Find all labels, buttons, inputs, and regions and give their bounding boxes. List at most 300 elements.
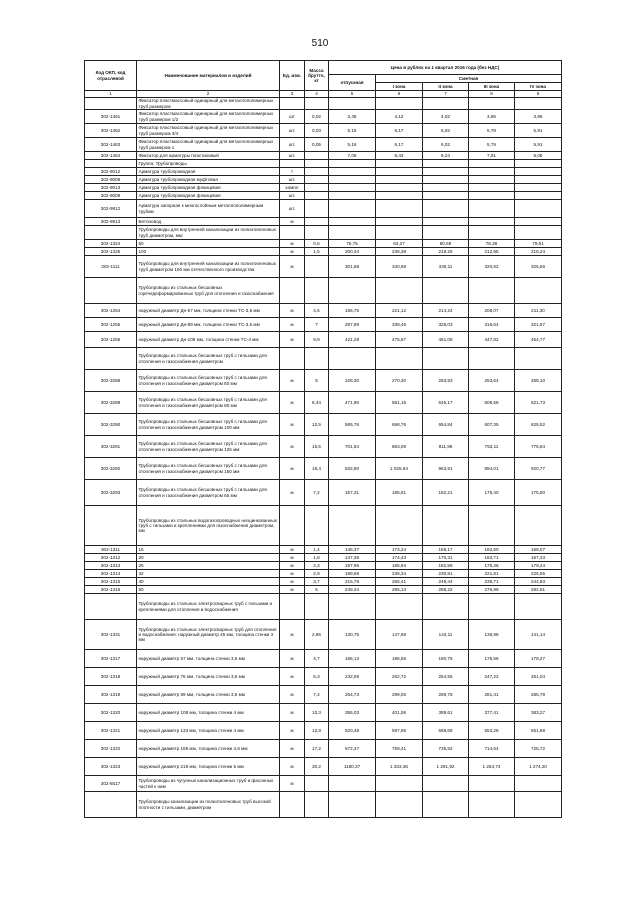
cell-price-zone-3: 607,35 (469, 414, 515, 436)
cell-price-otpusk: 355,03 (329, 704, 376, 722)
cell-price-zone-3: 78,38 (469, 240, 515, 248)
price-table (84, 60, 562, 818)
cell-price-zone-1 (376, 278, 423, 304)
cell-name: 15 (137, 546, 280, 554)
cell-unit: шт. (280, 152, 305, 160)
cell-mass (305, 168, 329, 176)
table-row (85, 160, 562, 168)
cell-unit: м (280, 332, 305, 348)
cell-mass: 9,9 (305, 332, 329, 348)
cell-unit (280, 792, 305, 818)
cell-price-zone-2 (423, 168, 469, 176)
table-row (85, 98, 562, 110)
cell-name: наружный диаметр Дн-108 мм, толщина стенки ТС-4 мм (137, 332, 280, 348)
cell-price-zone-4: 521,73 (515, 392, 562, 414)
cell-price-zone-2: 569,68 (423, 722, 469, 740)
cell-price-zone-4: 168,07 (515, 546, 562, 554)
column-number: 4 (305, 91, 329, 98)
cell-name: 50 (137, 586, 280, 594)
cell-price-zone-2: 143,11 (423, 620, 469, 650)
cell-name: Арматура трубопроводная фланцевая (137, 192, 280, 200)
cell-price-zone-2: 330,11 (423, 256, 469, 278)
cell-price-otpusk: 287,89 (329, 318, 376, 332)
cell-name: Трубопроводы из стальных бесшовных труб с гильзами для отопления и газоснабжения диаметром 125 мм (137, 436, 280, 458)
cell-price-zone-2: 963,91 (423, 458, 469, 480)
cell-unit: м (280, 304, 305, 318)
cell-price-zone-1: 1 025,64 (376, 458, 423, 480)
header-zone-1: I зона (376, 83, 423, 91)
cell-price-zone-3 (469, 226, 515, 240)
cell-unit: м (280, 722, 305, 740)
cell-price-zone-3 (469, 184, 515, 192)
cell-name: Фиксатор пластмассовый одинарный для металлополимерных труб размером (137, 98, 280, 110)
cell-price-zone-2: 735,82 (423, 740, 469, 758)
cell-price-zone-1: 475,87 (376, 332, 423, 348)
cell-price-zone-3 (469, 176, 515, 184)
cell-price-otpusk: 7,06 (329, 152, 376, 160)
cell-unit (280, 348, 305, 370)
cell-code: 302-1318 (85, 668, 137, 686)
cell-price-otpusk: 701,54 (329, 436, 376, 458)
cell-price-otpusk (329, 278, 376, 304)
header-code: Код ОКП, код отраслевой (85, 61, 137, 91)
cell-price-otpusk: 5,16 (329, 138, 376, 152)
column-number: 6 (376, 91, 423, 98)
cell-price-zone-3: 447,82 (469, 332, 515, 348)
cell-code (85, 226, 137, 240)
cell-price-zone-2 (423, 792, 469, 818)
cell-mass: 12,8 (305, 722, 329, 740)
cell-price-zone-2 (423, 192, 469, 200)
cell-mass (305, 184, 329, 192)
cell-unit: м (280, 758, 305, 776)
cell-price-otpusk (329, 98, 376, 110)
table-row (85, 318, 562, 332)
cell-mass: 1,8 (305, 554, 329, 562)
cell-unit: м (280, 776, 305, 792)
cell-price-otpusk (329, 200, 376, 218)
cell-price-zone-1: 236,34 (376, 570, 423, 578)
cell-price-otpusk (329, 792, 376, 818)
cell-price-zone-1: 262,72 (376, 668, 423, 686)
cell-name: Арматура трубопроводная (137, 168, 280, 176)
cell-price-zone-3: 212,95 (469, 248, 515, 256)
cell-mass (305, 278, 329, 304)
cell-mass: 5 (305, 586, 329, 594)
column-number: 1 (85, 91, 137, 98)
cell-price-zone-4 (515, 792, 562, 818)
cell-unit: м (280, 458, 305, 480)
cell-price-zone-1: 185,61 (376, 480, 423, 506)
cell-name: Трубопроводы из стальных бесшовных труб с гильзами для отопления и газоснабжения диаметром (137, 348, 280, 370)
cell-price-zone-2 (423, 776, 469, 792)
cell-name: Трубопроводы из стальных бесшовных труб с гильзами для отопления и газоснабжения диаметром 80 мм (137, 392, 280, 414)
table-row (85, 226, 562, 240)
cell-mass: 2,9 (305, 570, 329, 578)
cell-price-zone-3: 175,56 (469, 650, 515, 668)
cell-price-zone-4 (515, 278, 562, 304)
cell-mass (305, 218, 329, 226)
cell-name: наружный диаметр 133 мм, толщина стенки 4 мм (137, 722, 280, 740)
cell-price-zone-1: 581,15 (376, 392, 423, 414)
header-unit: Ед. изм. (280, 61, 305, 91)
cell-price-otpusk (329, 160, 376, 168)
cell-price-zone-1: 1 333,36 (376, 758, 423, 776)
cell-mass: 3,7 (305, 578, 329, 586)
cell-name: Трубопроводы из стальных бесшовных горячедеформированных труб для отопления и газоснабжения (137, 278, 280, 304)
cell-price-zone-4 (515, 506, 562, 546)
cell-price-zone-1: 236,38 (376, 248, 423, 256)
cell-price-otpusk: 232,58 (329, 668, 376, 686)
table-row (85, 578, 562, 586)
cell-price-zone-4: 383,27 (515, 704, 562, 722)
cell-code: 302-1321 (85, 722, 137, 740)
cell-code: 302-1319 (85, 686, 137, 704)
table-row (85, 304, 562, 318)
cell-price-zone-2: 182,21 (423, 480, 469, 506)
cell-unit: т (280, 168, 305, 176)
cell-price-zone-3 (469, 200, 515, 218)
cell-price-zone-1: 6,17 (376, 124, 423, 138)
cell-code (85, 506, 137, 546)
cell-unit: м (280, 248, 305, 256)
cell-unit: м (280, 256, 305, 278)
cell-mass: 7 (305, 318, 329, 332)
cell-name: Арматура трубопроводная фланцевая (137, 184, 280, 192)
cell-code: 302-1311 (85, 546, 137, 554)
cell-price-zone-2: 811,99 (423, 436, 469, 458)
cell-price-zone-2: 219,26 (423, 248, 469, 256)
cell-price-zone-4 (515, 168, 562, 176)
cell-name: Группа: Трубопроводы (137, 160, 280, 168)
cell-mass: 0,02 (305, 110, 329, 124)
cell-mass: 8,44 (305, 392, 329, 414)
cell-code: 302-1462 (85, 124, 137, 138)
table-row (85, 348, 562, 370)
cell-price-zone-3: 175,40 (469, 480, 515, 506)
cell-price-zone-4: 211,30 (515, 304, 562, 318)
cell-price-zone-3 (469, 98, 515, 110)
cell-price-zone-3 (469, 594, 515, 620)
cell-unit: шт (280, 110, 305, 124)
cell-price-zone-3: 3,86 (469, 110, 515, 124)
table-row (85, 248, 562, 256)
cell-price-otpusk: 215,78 (329, 578, 376, 586)
cell-price-zone-3: 162,60 (469, 546, 515, 554)
cell-name: 25 (137, 562, 280, 570)
cell-code: 302-9013 (85, 184, 137, 192)
cell-code: 302-3288 (85, 370, 137, 392)
cell-code: 302-1255 (85, 318, 137, 332)
cell-price-zone-1 (376, 792, 423, 818)
cell-price-zone-2: 214,24 (423, 304, 469, 318)
column-number: 8 (469, 91, 515, 98)
cell-price-otpusk: 264,73 (329, 686, 376, 704)
cell-code (85, 278, 137, 304)
cell-price-zone-4 (515, 176, 562, 184)
cell-name: Трубопроводы для внутренней канализации из полиэтиленовых труб диаметром 100 мм отечественного производства (137, 256, 280, 278)
cell-code: 302-1317 (85, 650, 137, 668)
cell-price-zone-2 (423, 506, 469, 546)
header-smetnaya: Сметная (376, 75, 562, 83)
cell-price-zone-1: 401,06 (376, 704, 423, 722)
cell-mass (305, 152, 329, 160)
cell-mass: 0,03 (305, 124, 329, 138)
cell-code: 302-1323 (85, 758, 137, 776)
cell-unit: м (280, 436, 305, 458)
cell-price-zone-1 (376, 168, 423, 176)
cell-unit: шт. (280, 200, 305, 218)
cell-mass (305, 160, 329, 168)
cell-name: наружный диаметр 89 мм, толщина стенки 3,5 мм (137, 686, 280, 704)
cell-mass (305, 348, 329, 370)
table-row (85, 436, 562, 458)
table-row (85, 506, 562, 546)
cell-price-zone-4: 725,72 (515, 740, 562, 758)
cell-price-zone-4: 625,52 (515, 414, 562, 436)
cell-price-otpusk: 301,68 (329, 256, 376, 278)
table-row (85, 480, 562, 506)
cell-price-zone-3: 138,98 (469, 620, 515, 650)
cell-price-zone-1: 338,46 (376, 318, 423, 332)
cell-unit: м (280, 562, 305, 570)
cell-price-zone-2 (423, 226, 469, 240)
column-number: 5 (329, 91, 376, 98)
cell-price-otpusk (329, 192, 376, 200)
cell-price-zone-1: 186,55 (376, 650, 423, 668)
cell-name: Трубопроводы из стальных водогазопроводных неоцинкованных труб с гильзами и креплениями для газоснабжения диаметром, мм (137, 506, 280, 546)
cell-mass: 1,4 (305, 546, 329, 554)
cell-price-otpusk (329, 184, 376, 192)
cell-mass: 17,2 (305, 740, 329, 758)
cell-price-zone-2: 254,55 (423, 668, 469, 686)
cell-price-zone-1: 4,12 (376, 110, 423, 124)
cell-name: Арматура трубопроводная муфтовая (137, 176, 280, 184)
cell-mass: 12,5 (305, 414, 329, 436)
cell-price-zone-4 (515, 192, 562, 200)
table-row (85, 176, 562, 184)
cell-price-zone-3: 1 254,74 (469, 758, 515, 776)
cell-price-zone-1: 863,09 (376, 436, 423, 458)
cell-name: наружный диаметр 159 мм, толщина стенки 4,5 мм (137, 740, 280, 758)
cell-name: Трубопроводы из чугунных канализационных труб и фасонных частей к ним (137, 776, 280, 792)
cell-price-zone-1 (376, 348, 423, 370)
table-row (85, 562, 562, 570)
cell-price-zone-3: 714,64 (469, 740, 515, 758)
cell-price-zone-1: 221,12 (376, 304, 423, 318)
cell-mass (305, 792, 329, 818)
cell-price-zone-3: 894,01 (469, 458, 515, 480)
cell-code: 302-1322 (85, 740, 137, 758)
cell-price-otpusk (329, 176, 376, 184)
header-otpusk: отпускная (329, 75, 376, 91)
cell-price-zone-2: 328,03 (423, 318, 469, 332)
cell-code: 302-1463 (85, 138, 137, 152)
cell-price-zone-3 (469, 506, 515, 546)
table-row (85, 184, 562, 192)
cell-unit: м (280, 578, 305, 586)
cell-code: 302-1464 (85, 152, 137, 160)
cell-price-zone-1 (376, 176, 423, 184)
cell-price-otpusk: 186,75 (329, 304, 376, 318)
cell-price-zone-4: 226,55 (515, 570, 562, 578)
cell-price-zone-3: 163,71 (469, 554, 515, 562)
cell-price-zone-1: 8,43 (376, 152, 423, 160)
table-row (85, 152, 562, 160)
cell-price-zone-2 (423, 184, 469, 192)
cell-price-zone-1 (376, 594, 423, 620)
cell-price-otpusk: 199,68 (329, 570, 376, 578)
cell-code: 302-3291 (85, 436, 137, 458)
cell-unit: шт. (280, 192, 305, 200)
cell-code: 302-1315 (85, 578, 137, 586)
cell-price-zone-2: 6,02 (423, 124, 469, 138)
cell-price-otpusk: 75,75 (329, 240, 376, 248)
cell-price-zone-4: 251,04 (515, 668, 562, 686)
cell-code: 302-3290 (85, 414, 137, 436)
cell-price-zone-1: 295,13 (376, 586, 423, 594)
cell-name: Трубопроводы из стальных бесшовных труб с гильзами для отопления и газоснабжения диаметром 150 мм (137, 458, 280, 480)
cell-price-zone-2: 289,78 (423, 686, 469, 704)
cell-price-zone-2: 182,58 (423, 562, 469, 570)
cell-name: 20 (137, 554, 280, 562)
cell-price-zone-2: 230,81 (423, 570, 469, 578)
cell-price-otpusk: 165,13 (329, 650, 376, 668)
cell-price-zone-3: 320,62 (469, 256, 515, 278)
table-row (85, 554, 562, 562)
cell-mass (305, 192, 329, 200)
cell-price-zone-3: 316,64 (469, 318, 515, 332)
table-row (85, 124, 562, 138)
cell-unit: шт. (280, 124, 305, 138)
cell-price-zone-2: 1 291,92 (423, 758, 469, 776)
table-row (85, 370, 562, 392)
table-row (85, 168, 562, 176)
cell-price-zone-4: 79,61 (515, 240, 562, 248)
cell-unit: шт. (280, 176, 305, 184)
cell-name: наружный диаметр 76 мм, толщина стенки 3,5 мм (137, 668, 280, 686)
table-row (85, 620, 562, 650)
cell-price-zone-3: 253,64 (469, 370, 515, 392)
cell-price-zone-4: 8,08 (515, 152, 562, 160)
cell-price-zone-3: 281,41 (469, 686, 515, 704)
cell-price-otpusk: 5,16 (329, 124, 376, 138)
cell-price-zone-4: 321,57 (515, 318, 562, 332)
cell-price-zone-3: 247,22 (469, 668, 515, 686)
cell-price-zone-4: 141,14 (515, 620, 562, 650)
cell-price-zone-3: 5,79 (469, 138, 515, 152)
cell-price-zone-4: 258,10 (515, 370, 562, 392)
cell-price-zone-4: 178,27 (515, 650, 562, 668)
cell-price-zone-4: 325,56 (515, 256, 562, 278)
cell-unit: м (280, 570, 305, 578)
cell-mass (305, 98, 329, 110)
cell-price-zone-2 (423, 218, 469, 226)
column-number: 3 (280, 91, 305, 98)
cell-price-zone-1: 255,41 (376, 578, 423, 586)
cell-price-zone-3: 753,11 (469, 436, 515, 458)
cell-price-zone-4: 5,91 (515, 138, 562, 152)
cell-unit: шт. (280, 138, 305, 152)
cell-code: 302-1254 (85, 304, 137, 318)
cell-price-zone-3 (469, 348, 515, 370)
cell-code (85, 594, 137, 620)
table-row (85, 776, 562, 792)
cell-price-zone-1 (376, 226, 423, 240)
cell-price-zone-1 (376, 98, 423, 110)
table-row (85, 594, 562, 620)
cell-price-otpusk (329, 506, 376, 546)
cell-unit: м (280, 668, 305, 686)
table-row (85, 110, 562, 124)
cell-price-zone-1: 759,41 (376, 740, 423, 758)
cell-price-zone-4: 454,77 (515, 332, 562, 348)
cell-price-zone-3 (469, 278, 515, 304)
cell-mass (305, 256, 329, 278)
cell-code: 302-9913 (85, 218, 137, 226)
header-mass: Масса брутто, кг (305, 61, 329, 91)
cell-price-zone-1: 186,94 (376, 562, 423, 570)
cell-price-zone-4: 1 274,20 (515, 758, 562, 776)
cell-price-otpusk: 157,95 (329, 562, 376, 570)
cell-unit (280, 98, 305, 110)
cell-price-zone-1: 299,06 (376, 686, 423, 704)
cell-price-zone-2: 288,22 (423, 586, 469, 594)
cell-price-zone-3 (469, 218, 515, 226)
cell-price-zone-3: 7,91 (469, 152, 515, 160)
cell-price-zone-2: 169,17 (423, 546, 469, 554)
cell-price-zone-2: 180,76 (423, 650, 469, 668)
cell-price-zone-4 (515, 348, 562, 370)
cell-price-zone-1 (376, 200, 423, 218)
cell-unit (280, 160, 305, 168)
cell-price-zone-4 (515, 184, 562, 192)
cell-name: 50 (137, 240, 280, 248)
cell-price-zone-2: 4,02 (423, 110, 469, 124)
table-row (85, 138, 562, 152)
cell-code: 302-1314 (85, 570, 137, 578)
cell-unit: м (280, 546, 305, 554)
header-name: Наименование материалов и изделий (137, 61, 280, 91)
cell-price-otpusk: 832,80 (329, 458, 376, 480)
cell-price-zone-1: 340,69 (376, 256, 423, 278)
cell-code (85, 160, 137, 168)
cell-name: Трубопроводы из стальных электросварных труб для отопления и водоснабжения: наружный диаметр 45 мм, толщина стенки 3 мм (137, 620, 280, 650)
cell-code: 302-1313 (85, 562, 137, 570)
cell-unit: м (280, 240, 305, 248)
cell-mass: 4,7 (305, 650, 329, 668)
cell-price-zone-3 (469, 776, 515, 792)
cell-price-zone-3: 276,99 (469, 586, 515, 594)
cell-price-zone-1: 174,43 (376, 554, 423, 562)
cell-price-zone-3: 508,58 (469, 392, 515, 414)
cell-price-zone-4 (515, 200, 562, 218)
cell-price-zone-4: 5,91 (515, 124, 562, 138)
cell-code (85, 792, 137, 818)
cell-unit: м (280, 740, 305, 758)
cell-name: Трубопроводы из стальных бесшовных труб с гильзами для отопления и газоснабжения диаметром 65 мм (137, 480, 280, 506)
cell-price-zone-1 (376, 776, 423, 792)
table-row (85, 200, 562, 218)
cell-name: Фиксатор пластмассовый одинарный для металлополимерных труб размером 1 (137, 138, 280, 152)
cell-mass: 7,2 (305, 480, 329, 506)
table-row (85, 686, 562, 704)
cell-code (85, 348, 137, 370)
table-body (85, 98, 562, 818)
table-row (85, 458, 562, 480)
cell-price-zone-2: 388,61 (423, 704, 469, 722)
cell-price-otpusk (329, 776, 376, 792)
